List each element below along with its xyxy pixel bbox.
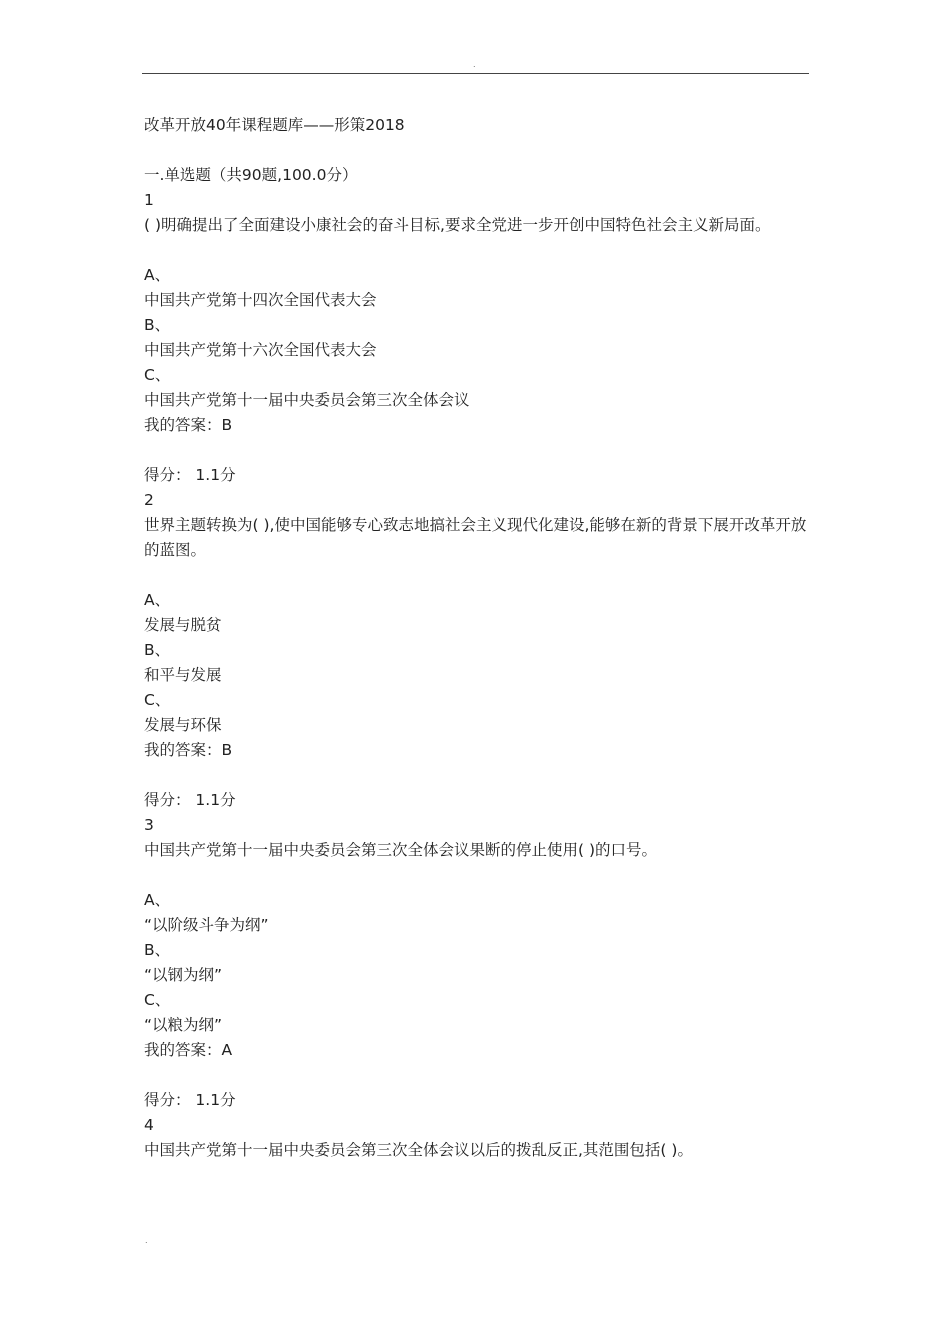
score: 得分： 1.1分	[144, 1091, 236, 1109]
question-number: 2	[144, 491, 154, 509]
score: 得分： 1.1分	[144, 791, 236, 809]
question-number: 1	[144, 191, 154, 209]
score: 得分： 1.1分	[144, 466, 236, 484]
option-a-text: “以阶级斗争为纲”	[144, 916, 269, 934]
question-number: 4	[144, 1116, 154, 1134]
option-b-text: “以钢为纲”	[144, 966, 223, 984]
question-stem: 世界主题转换为( ),使中国能够专心致志地搞社会主义现代化建设,能够在新的背景下展开改革开放的蓝图。	[144, 516, 807, 559]
option-c-label: C、	[144, 691, 171, 709]
header-mark: .	[473, 60, 476, 69]
question-1	[144, 188, 809, 488]
my-answer: 我的答案：A	[144, 1041, 233, 1059]
option-b-label: B、	[144, 316, 171, 334]
option-c-text: 中国共产党第十一届中央委员会第三次全体会议	[144, 391, 470, 409]
option-b-label: B、	[144, 641, 171, 659]
section-title: 一.单选题（共90题,100.0分）	[144, 166, 358, 184]
document-title: 改革开放40年课程题库——形策2018	[144, 116, 405, 134]
option-a-label: A、	[144, 891, 171, 909]
question-stem: 中国共产党第十一届中央委员会第三次全体会议果断的停止使用( )的口号。	[144, 841, 658, 859]
option-c-text: “以粮为纲”	[144, 1016, 223, 1034]
question-stem: 中国共产党第十一届中央委员会第三次全体会议以后的拨乱反正,其范围包括( )。	[144, 1141, 693, 1159]
option-c-label: C、	[144, 991, 171, 1009]
option-b-label: B、	[144, 941, 171, 959]
question-3	[144, 813, 809, 1113]
option-b-text: 中国共产党第十六次全国代表大会	[144, 341, 377, 359]
header-rule	[142, 73, 809, 74]
footer-mark: .	[145, 1236, 148, 1245]
question-number: 3	[144, 816, 154, 834]
option-a-text: 中国共产党第十四次全国代表大会	[144, 291, 377, 309]
option-a-text: 发展与脱贫	[144, 616, 222, 634]
question-stem: ( )明确提出了全面建设小康社会的奋斗目标,要求全党进一步开创中国特色社会主义新局面。	[144, 216, 771, 234]
option-c-label: C、	[144, 366, 171, 384]
option-a-label: A、	[144, 591, 171, 609]
option-b-text: 和平与发展	[144, 666, 222, 684]
question-4	[144, 1113, 809, 1163]
question-2	[144, 488, 809, 813]
document-body	[144, 113, 809, 1163]
my-answer: 我的答案：B	[144, 416, 233, 434]
option-c-text: 发展与环保	[144, 716, 222, 734]
my-answer: 我的答案：B	[144, 741, 233, 759]
option-a-label: A、	[144, 266, 171, 284]
